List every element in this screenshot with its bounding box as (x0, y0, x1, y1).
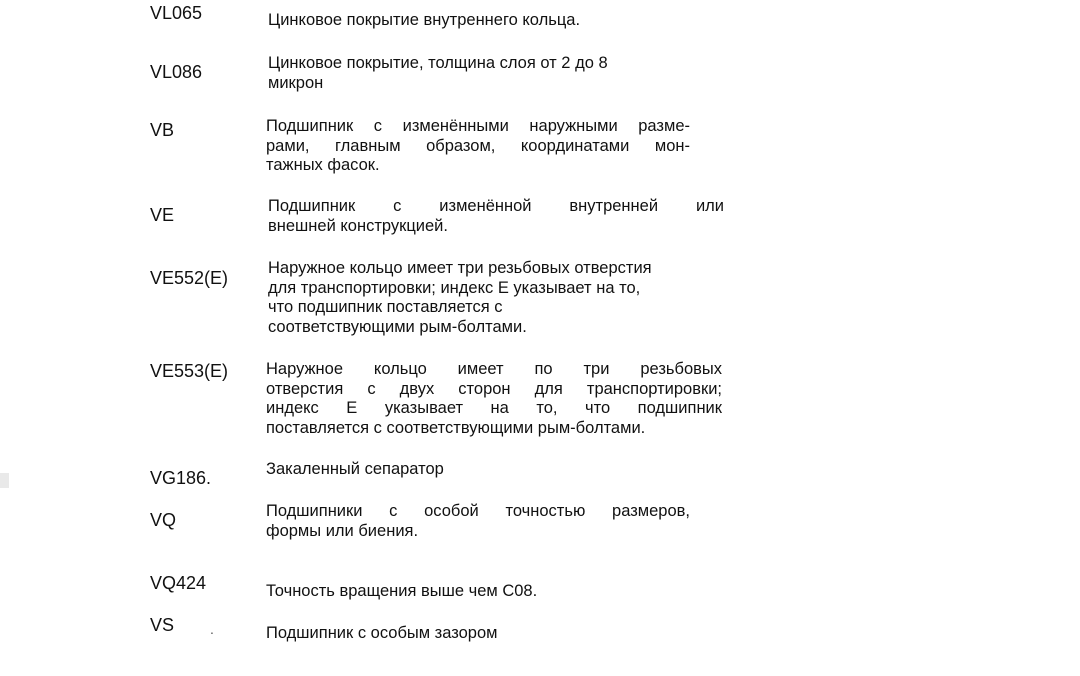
desc-vl065 (268, 11, 724, 31)
desc-line: рами, главным образом, координатами мон- (266, 136, 690, 155)
desc-line: Наружное кольцо имеет по три резьбовых (266, 360, 722, 378)
code-vq424: VQ424 (150, 573, 207, 593)
desc-vl086 (268, 54, 724, 93)
code-ve: VE (150, 205, 175, 225)
desc-ve553e (266, 360, 722, 438)
desc-vg186 (266, 460, 722, 480)
desc-line: Подшипник с особым зазором (266, 624, 498, 642)
desc-line: микрон (268, 73, 324, 92)
code-vl086: VL086 (150, 62, 203, 82)
stray-dot: . (210, 621, 214, 637)
desc-vq424 (266, 582, 722, 602)
code-vg186: VG186. (150, 468, 212, 488)
desc-line: индекс Е указывает на то, что подшипник (266, 399, 722, 417)
desc-vq (266, 502, 690, 541)
code-vq: VQ (150, 510, 177, 530)
desc-line: что подшипник поставляется с (268, 298, 503, 316)
desc-line: для транспортировки; индекс Е указывает на то, (268, 278, 641, 297)
code-ve553e: VE553(E) (150, 361, 229, 381)
page-edge-mark (0, 473, 9, 488)
desc-line: Цинковое покрытие, толщина слоя от 2 до 8 (268, 54, 608, 72)
desc-line: Наружное кольцо имеет три резьбовых отверстия (268, 259, 652, 277)
desc-line: Подшипник с изменённой внутренней или (268, 197, 724, 215)
desc-line: Закаленный сепаратор (266, 460, 444, 478)
desc-line: формы или биения. (266, 521, 419, 540)
desc-ve (268, 197, 724, 236)
desc-line: Подшипники с особой точностью размеров, (266, 502, 690, 520)
desc-line: тажных фасок. (266, 156, 380, 174)
code-vb: VB (150, 120, 175, 140)
desc-line: Подшипник с изменёнными наружными разме- (266, 117, 690, 135)
desc-line: Точность вращения выше чем С08. (266, 582, 538, 600)
desc-line: поставляется с соответствующими рым-болтами. (266, 418, 646, 437)
code-vl065: VL065 (150, 3, 203, 23)
desc-line: соответствующими рым-болтами. (268, 317, 527, 336)
code-ve552e: VE552(E) (150, 268, 229, 288)
desc-vb (266, 117, 690, 176)
desc-ve552e (268, 259, 724, 337)
desc-line: внешней конструкцией. (268, 216, 448, 235)
desc-line: Цинковое покрытие внутреннего кольца. (268, 11, 581, 29)
code-vs: VS (150, 615, 175, 635)
desc-line: отверстия с двух сторон для транспортировки; (266, 379, 722, 398)
desc-vs (266, 624, 722, 644)
